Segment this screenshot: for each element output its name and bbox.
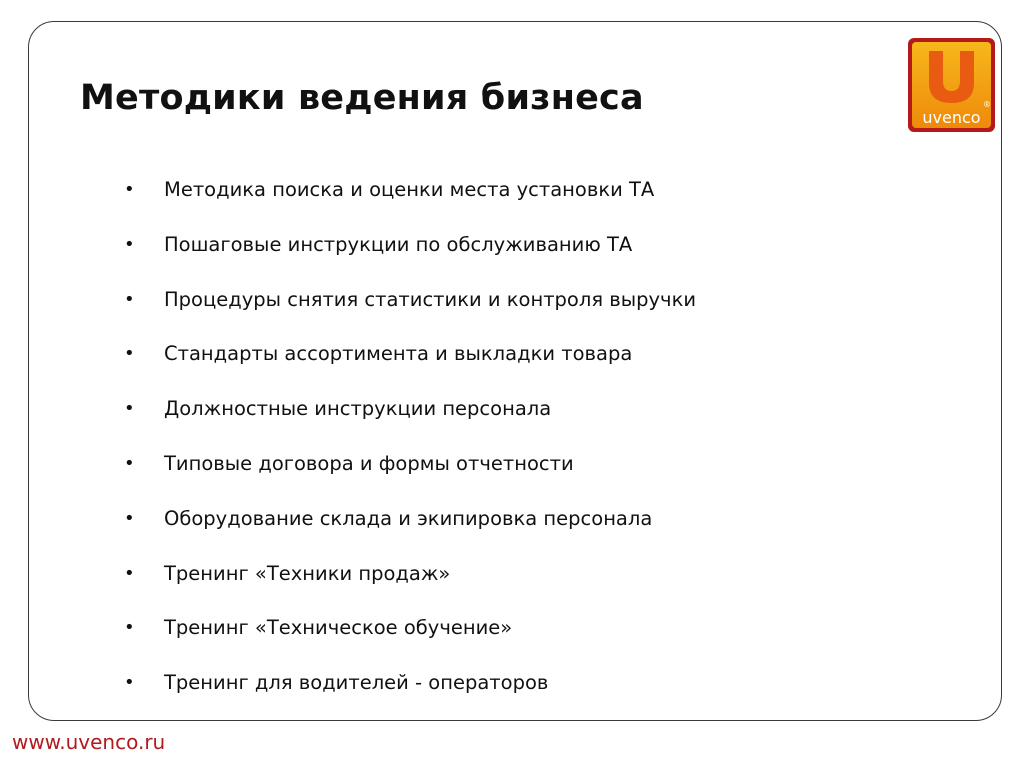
bullet-item — [120, 668, 696, 723]
bullet-text: Тренинг для водителей - операторов — [164, 671, 549, 695]
bullet-text: Пошаговые инструкции по обслуживанию ТА — [164, 232, 633, 256]
bullet-item — [120, 394, 696, 449]
bullet-item — [120, 339, 696, 394]
bullet-text: Оборудование склада и экипировка персонала — [164, 506, 653, 530]
bullet-item — [120, 175, 696, 230]
bullet-marker: • — [124, 233, 135, 255]
bullet-text: Тренинг «Техники продаж» — [164, 561, 451, 585]
bullet-marker: • — [124, 398, 135, 420]
bullet-text: Типовые договора и формы отчетности — [164, 451, 574, 475]
bullet-text: Процедуры снятия статистики и контроля выручки — [164, 287, 697, 311]
bullet-marker: • — [124, 452, 135, 474]
bullet-text: Тренинг «Техническое обучение» — [164, 616, 513, 640]
bullet-marker: • — [124, 617, 135, 639]
bullet-marker: • — [124, 343, 135, 365]
logo-text: uvenco — [922, 108, 981, 127]
logo-registered-mark: ® — [983, 100, 991, 109]
bullet-text: Должностные инструкции персонала — [164, 397, 552, 421]
uvenco-logo-icon — [907, 37, 996, 133]
bullet-item — [120, 559, 696, 614]
footer-website-link[interactable]: www.uvenco.ru — [12, 730, 166, 754]
bullet-marker: • — [124, 562, 135, 584]
bullet-marker: • — [124, 672, 135, 694]
bullet-marker: • — [124, 288, 135, 310]
bullet-item — [120, 449, 696, 504]
bullet-item — [120, 613, 696, 668]
bullet-list — [120, 175, 696, 723]
slide-title: Методики ведения бизнеса — [80, 78, 644, 118]
bullet-item — [120, 230, 696, 285]
bullet-text: Стандарты ассортимента и выкладки товара — [164, 342, 633, 366]
bullet-marker: • — [124, 179, 135, 200]
bullet-marker: • — [124, 507, 135, 529]
bullet-text: Методика поиска и оценки места установки ТА — [164, 178, 655, 201]
bullet-item — [120, 504, 696, 559]
bullet-item — [120, 285, 696, 340]
